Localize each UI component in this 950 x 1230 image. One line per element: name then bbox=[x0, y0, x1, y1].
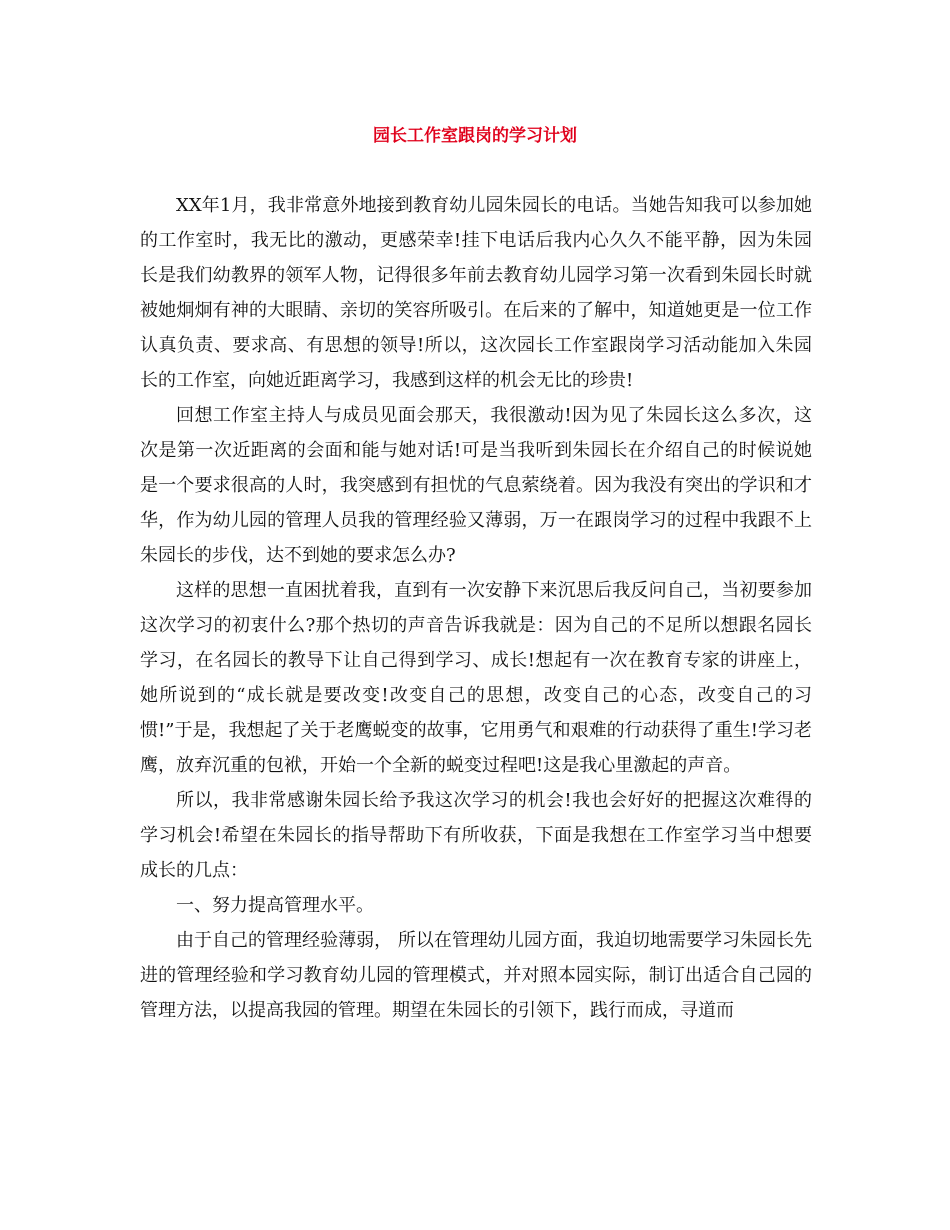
document-title: 园长工作室跟岗的学习计划 bbox=[373, 126, 577, 146]
document-body bbox=[140, 188, 812, 1028]
paragraph: 所以，我非常感谢朱园长给予我这次学习的机会!我也会好好的把握这次难得的学习机会!希望在朱园长的指导帮助下有所收获，下面是我想在工作室学习当中想要成长的几点： bbox=[140, 790, 812, 881]
paragraph: 这样的思想一直困扰着我，直到有一次安静下来沉思后我反问自己，当初要参加这次学习的初衷什么?那个热切的声音告诉我就是：因为自己的不足所以想跟名园长学习，在名园长的教导下让自己得到学习、成长!想起有一次在教育专家的讲座上，她所说到的“成长就是要改变!改变自己的思想，改变自己的心态，改变自己的习惯!”于是，我想起了关于老鹰蜕变的故事，它用勇气和艰难的行动获得了重生!学习老鹰，放弃沉重的包袱，开始一个全新的蜕变过程吧!这是我心里激起的声音。 bbox=[140, 580, 812, 776]
paragraph: 由于自己的管理经验薄弱， 所以在管理幼儿园方面，我迫切地需要学习朱园长先进的管理经验和学习教育幼儿园的管理模式，并对照本园实际，制订出适合自己园的管理方法，以提高我园的管理。期望在朱园长的引领下，践行而成，寻道而 bbox=[140, 930, 812, 1021]
paragraph: XX年1月，我非常意外地接到教育幼儿园朱园长的电话。当她告知我可以参加她的工作室时，我无比的激动，更感荣幸!挂下电话后我内心久久不能平静，因为朱园长是我们幼教界的领军人物，记得很多年前去教育幼儿园学习第一次看到朱园长时就被她炯炯有神的大眼睛、亲切的笑容所吸引。在后来的了解中，知道她更是一位工作认真负责、要求高、有思想的领导!所以，这次园长工作室跟岗学习活动能加入朱园长的工作室，向她近距离学习，我感到这样的机会无比的珍贵! bbox=[140, 195, 812, 391]
paragraph: 回想工作室主持人与成员见面会那天，我很激动!因为见了朱园长这么多次，这次是第一次近距离的会面和能与她对话!可是当我听到朱园长在介绍自己的时候说她是一个要求很高的人时，我突感到有担忧的气息萦绕着。因为我没有突出的学识和才华，作为幼儿园的管理人员我的管理经验又薄弱，万一在跟岗学习的过程中我跟不上朱园长的步伐，达不到她的要求怎么办? bbox=[140, 405, 812, 566]
section-heading: 一、努力提高管理水平。 bbox=[176, 895, 374, 916]
